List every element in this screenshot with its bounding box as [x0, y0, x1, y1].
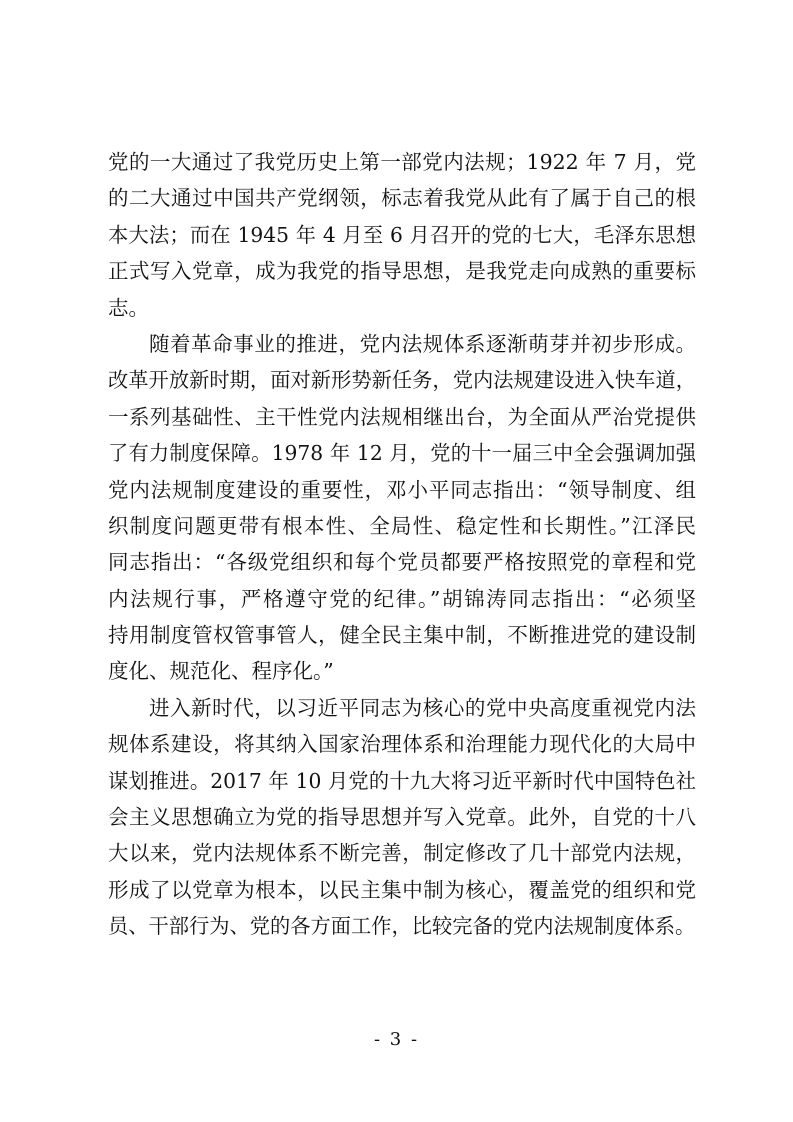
text-line: 志。 [108, 295, 149, 320]
text-line: 同志指出：“各级党组织和每个党员都要严格按照党的章程和党 [108, 550, 696, 575]
text-line: 织制度问题更带有根本性、全局性、稳定性和长期性。”江泽民 [108, 513, 696, 538]
text-line: 的二大通过中国共产党纲领，标志着我党从此有了属于自己的根 [108, 186, 696, 211]
page-number: - 3 - [373, 1029, 420, 1050]
paragraph-3 [108, 690, 696, 945]
text-line: 正式写入党章，成为我党的指导思想，是我党走向成熟的重要标 [108, 259, 696, 284]
text-line: 员、干部行为、党的各方面工作，比较完备的党内法规制度体系。 [108, 914, 696, 939]
paragraph-1 [108, 144, 696, 326]
text-line: 谋划推进。2017 年 10 月党的十九大将习近平新时代中国特色社 [108, 768, 696, 793]
paragraph-2 [108, 326, 696, 690]
text-line: 党内法规制度建设的重要性，邓小平同志指出：“领导制度、组 [108, 477, 696, 502]
text-line: 本大法；而在 1945 年 4 月至 6 月召开的党的七大，毛泽东思想 [108, 222, 696, 247]
text-line: 改革开放新时期，面对新形势新任务，党内法规建设进入快车道， [108, 368, 696, 393]
text-line: 规体系建设，将其纳入国家治理体系和治理能力现代化的大局中 [108, 732, 696, 757]
text-line: 党的一大通过了我党历史上第一部党内法规；1922 年 7 月，党 [108, 150, 696, 174]
text-line: 度化、规范化、程序化。” [108, 659, 334, 684]
body-text [108, 144, 696, 945]
text-line: 内法规行事，严格遵守党的纪律。”胡锦涛同志指出：“必须坚 [108, 586, 696, 611]
text-line: 一系列基础性、主干性党内法规相继出台，为全面从严治党提供 [108, 404, 696, 429]
text-line: 进入新时代，以习近平同志为核心的党中央高度重视党内法 [149, 695, 696, 720]
text-line: 大以来，党内法规体系不断完善，制定修改了几十部党内法规， [108, 841, 696, 866]
text-line: 随着革命事业的推进，党内法规体系逐渐萌芽并初步形成。 [149, 331, 696, 356]
text-line: 会主义思想确立为党的指导思想并写入党章。此外，自党的十八 [108, 805, 696, 830]
text-line: 了有力制度保障。1978 年 12 月，党的十一届三中全会强调加强 [108, 441, 696, 466]
text-line: 持用制度管权管事管人，健全民主集中制，不断推进党的建设制 [108, 623, 696, 648]
text-line: 形成了以党章为根本，以民主集中制为核心，覆盖党的组织和党 [108, 877, 696, 902]
